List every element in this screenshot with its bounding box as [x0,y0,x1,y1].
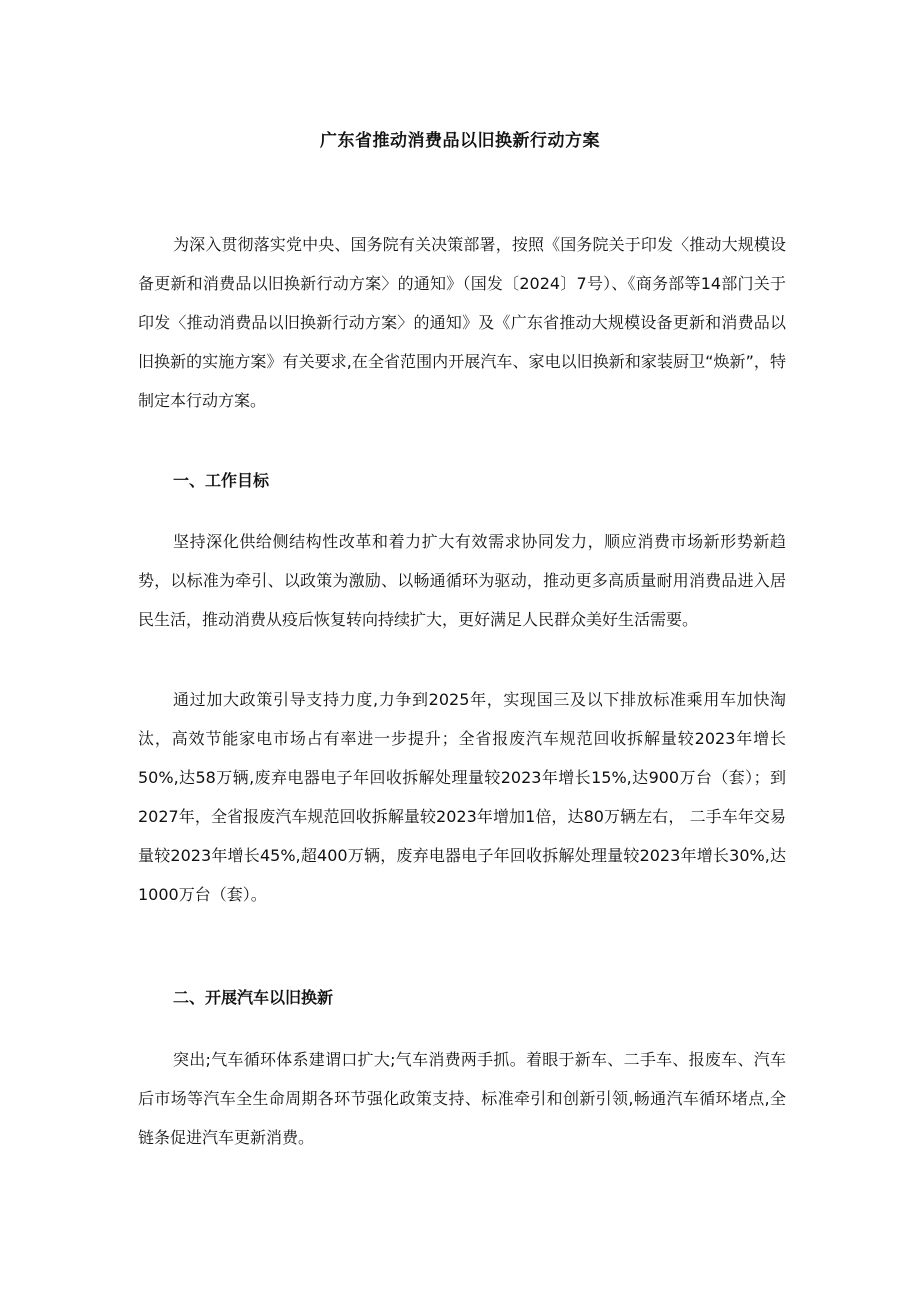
section-paragraph: 坚持深化供给侧结构性改革和着力扩大有效需求协同发力，顺应消费市场新形势新趋势，以标准为牵引、以政策为激励、以畅通循环为驱动，推动更多高质量耐用消费品进入居民生活，推动消费从疫后恢复转向持续扩大，更好满足人民群众美好生活需要。 [138,532,786,629]
document-title: 广东省推动消费品以旧换新行动方案 [320,131,600,151]
section-paragraph: 突出;气车循环体系建谓口扩大;气车消费两手抓。着眼于新车、二手车、报废车、汽车后市场等汽车全生命周期各环节强化政策支持、标准牵引和创新引领,畅通汽车循环堵点,全链条促进汽车更新消费。 [138,1050,786,1147]
section-heading-auto-trade-in: 二、开展汽车以旧换新 [173,988,334,1007]
section-paragraph: 通过加大政策引导支持力度,力争到2025年，实现国三及以下排放标准乘用车加快淘汰，高效节能家电市场占有率进一步提升；全省报废汽车规范回收拆解量较2023年增长50%,达58万辆,废弃电器电子年回收拆解处理量较2023年增长15%,达900万台（套）；到2027年，全省报废汽车规范回收拆解量较2023年增加1倍，达80万辆左右， 二手车年交易量较2023年增长45%,超400万辆，废弃电器电子年回收拆解处理量较2023年增长30%,达1000万台（套）。 [138,690,786,904]
intro-paragraph: 为深入贯彻落实党中央、国务院有关决策部署，按照《国务院关于印发〈推动大规模设备更新和消费品以旧换新行动方案〉的通知》（国发〔2024〕7号）、《商务部等14部门关于印发〈推动消费品以旧换新行动方案〉的通知》及《广东省推动大规模设备更新和消费品以旧换新的实施方案》有关要求,在全省范围内开展汽车、家电以旧换新和家装厨卫“焕新”，特制定本行动方案。 [138,235,786,410]
section-heading-work-goals: 一、工作目标 [173,471,270,490]
